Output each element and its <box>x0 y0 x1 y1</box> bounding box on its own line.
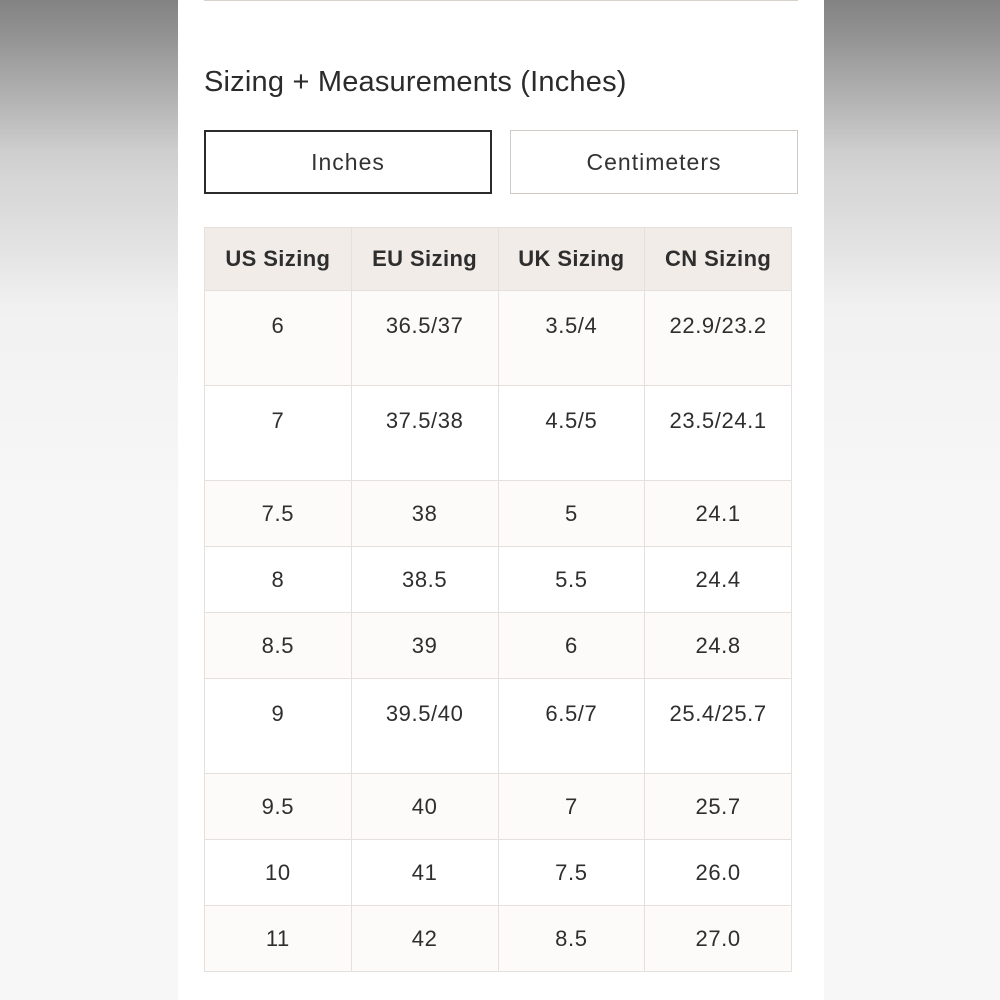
size-guide-panel <box>178 0 824 1000</box>
table-row <box>205 481 792 547</box>
table-row <box>205 679 792 774</box>
us-size-cell: 9 <box>205 679 352 774</box>
us-size-cell: 6 <box>205 291 352 386</box>
eu-size-cell: 36.5/37 <box>351 291 498 386</box>
uk-size-cell: 7.5 <box>498 840 645 906</box>
eu-size-cell: 39 <box>351 613 498 679</box>
uk-size-cell: 7 <box>498 774 645 840</box>
us-size-cell: 10 <box>205 840 352 906</box>
uk-size-cell: 5 <box>498 481 645 547</box>
background-right <box>824 0 1000 1000</box>
cn-size-cell: 24.4 <box>645 547 792 613</box>
header-uk-sizing: UK Sizing <box>498 228 645 291</box>
table-row <box>205 840 792 906</box>
uk-size-cell: 5.5 <box>498 547 645 613</box>
uk-size-cell: 6 <box>498 613 645 679</box>
uk-size-cell: 8.5 <box>498 906 645 972</box>
table-row <box>205 774 792 840</box>
us-size-cell: 8 <box>205 547 352 613</box>
eu-size-cell: 38.5 <box>351 547 498 613</box>
cn-size-cell: 24.1 <box>645 481 792 547</box>
eu-size-cell: 37.5/38 <box>351 386 498 481</box>
cn-size-cell: 25.7 <box>645 774 792 840</box>
table-row <box>205 547 792 613</box>
unit-toggle <box>204 130 798 194</box>
us-size-cell: 11 <box>205 906 352 972</box>
cn-size-cell: 23.5/24.1 <box>645 386 792 481</box>
uk-size-cell: 6.5/7 <box>498 679 645 774</box>
cn-size-cell: 24.8 <box>645 613 792 679</box>
eu-size-cell: 40 <box>351 774 498 840</box>
us-size-cell: 7.5 <box>205 481 352 547</box>
eu-size-cell: 42 <box>351 906 498 972</box>
sizing-table <box>204 227 792 972</box>
background-left <box>0 0 178 1000</box>
cn-size-cell: 25.4/25.7 <box>645 679 792 774</box>
section-title: Sizing + Measurements (Inches) <box>204 66 627 98</box>
inches-button[interactable]: Inches <box>204 130 492 194</box>
eu-size-cell: 41 <box>351 840 498 906</box>
divider <box>204 0 798 1</box>
table-row <box>205 906 792 972</box>
uk-size-cell: 3.5/4 <box>498 291 645 386</box>
table-header-row <box>205 228 792 291</box>
cn-size-cell: 27.0 <box>645 906 792 972</box>
header-eu-sizing: EU Sizing <box>351 228 498 291</box>
centimeters-button[interactable]: Centimeters <box>510 130 798 194</box>
header-us-sizing: US Sizing <box>205 228 352 291</box>
us-size-cell: 8.5 <box>205 613 352 679</box>
us-size-cell: 9.5 <box>205 774 352 840</box>
uk-size-cell: 4.5/5 <box>498 386 645 481</box>
cn-size-cell: 22.9/23.2 <box>645 291 792 386</box>
table-row <box>205 386 792 481</box>
table-row <box>205 613 792 679</box>
eu-size-cell: 39.5/40 <box>351 679 498 774</box>
us-size-cell: 7 <box>205 386 352 481</box>
cn-size-cell: 26.0 <box>645 840 792 906</box>
eu-size-cell: 38 <box>351 481 498 547</box>
table-row <box>205 291 792 386</box>
header-cn-sizing: CN Sizing <box>645 228 792 291</box>
